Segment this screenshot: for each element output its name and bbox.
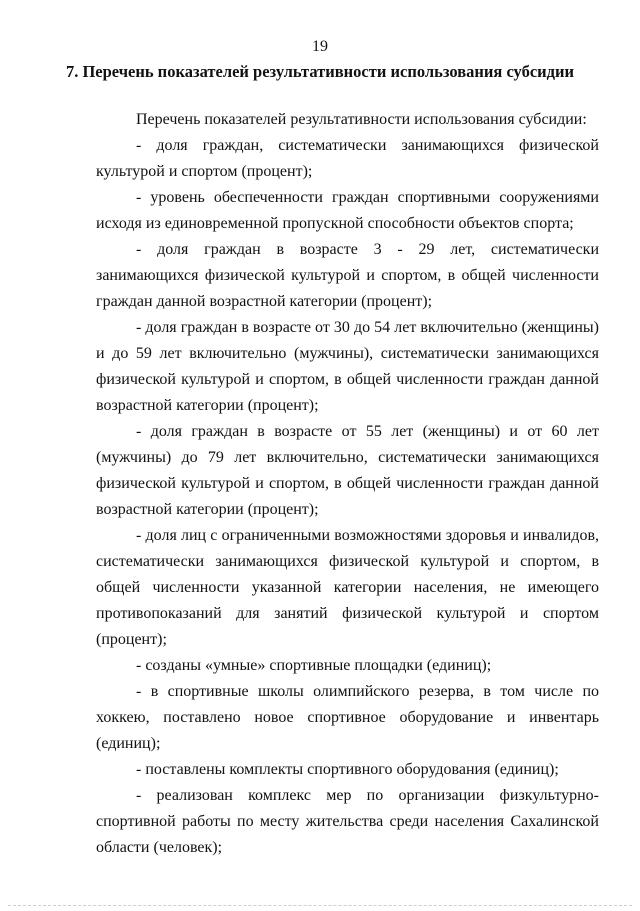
page-number: 19 bbox=[312, 38, 328, 55]
list-item: - уровень обеспеченности граждан спортивными сооружениями исходя из единовременной пропускной способности объектов спорта; bbox=[96, 189, 599, 232]
intro-paragraph: Перечень показателей результативности использования субсидии: bbox=[136, 111, 587, 128]
list-item: - доля лиц с ограниченными возможностями здоровья и инвалидов, систематически занимающихся физической культурой и спортом, в общей численности указанной категории населения, не имеющего противопоказаний для занятий физической культурой и спортом (процент); bbox=[96, 527, 599, 648]
list-item: - реализован комплекс мер по организации физкультурно-спортивной работы по месту жительства среди населения Сахалинской области (человек); bbox=[96, 787, 599, 856]
section-title: 7. Перечень показателей результативности использования субсидии bbox=[65, 62, 575, 81]
list-item: - созданы «умные» спортивные площадки (единиц); bbox=[136, 657, 492, 674]
list-item: - в спортивные школы олимпийского резерва, в том числе по хоккею, поставлено новое спортивное оборудование и инвентарь (единиц); bbox=[96, 683, 599, 752]
list-item: - доля граждан в возрасте от 30 до 54 лет включительно (женщины) и до 59 лет включительно (мужчины), систематически занимающихся физической культурой и спортом, в общей численности граждан данной возрастной категории (процент); bbox=[96, 319, 599, 414]
list-item: - доля граждан в возрасте 3 - 29 лет, систематически занимающихся физической культурой и спортом, в общей численности граждан данной возрастной категории (процент); bbox=[96, 241, 599, 310]
list-item: - доля граждан, систематически занимающихся физической культурой и спортом (процент); bbox=[96, 137, 599, 180]
document-body bbox=[96, 107, 599, 861]
scan-edge-divider bbox=[8, 905, 632, 907]
list-item: - поставлены комплекты спортивного оборудования (единиц); bbox=[136, 761, 559, 778]
list-item: - доля граждан в возрасте от 55 лет (женщины) и от 60 лет (мужчины) до 79 лет включительно, систематически занимающихся физической культурой и спортом, в общей численности граждан данной возрастной категории (процент); bbox=[96, 423, 599, 518]
